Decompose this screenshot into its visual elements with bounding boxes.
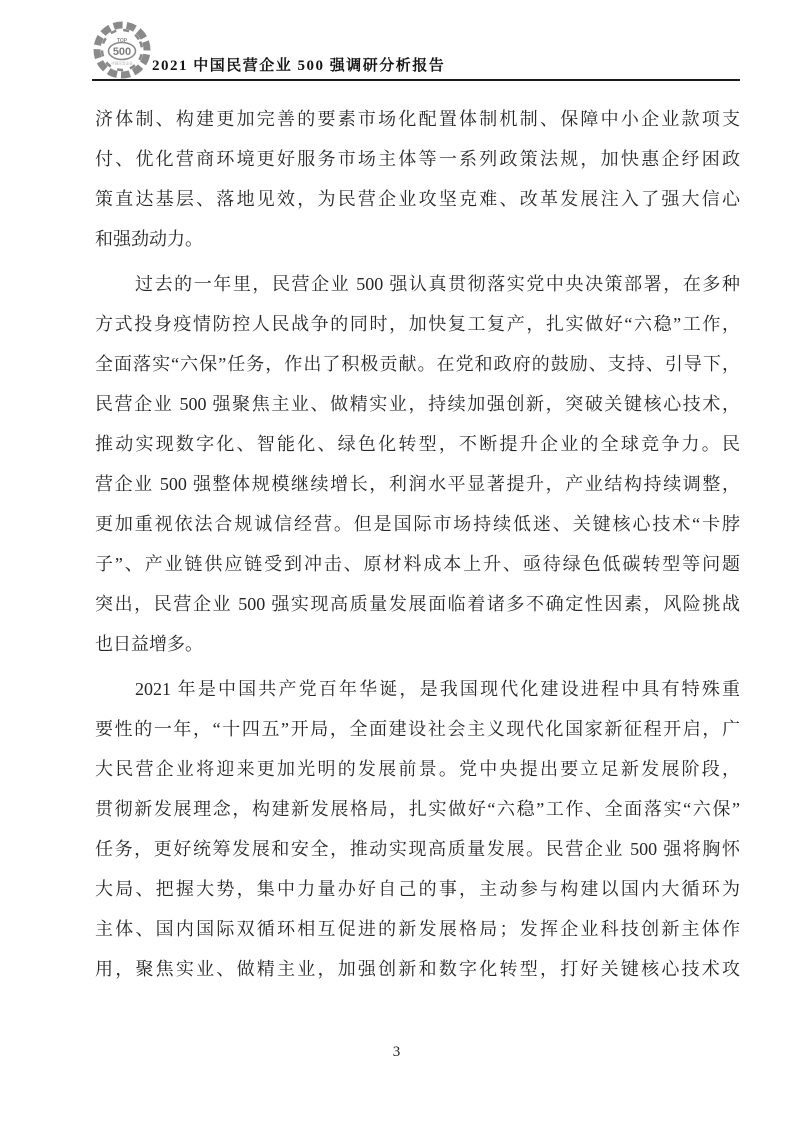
body-line: 2021 年是中国共产党百年华诞，是我国现代化建设进程中具有特殊重 [135,679,740,699]
logo-caption: 中国民营企业 [111,61,133,66]
body-line: 济体制、构建更加完善的要素市场化配置体制机制、保障中小企业款项支 [95,109,740,129]
body-line: 策直达基层、落地见效，为民营企业攻坚克难、改革发展注入了强大信心 [95,189,740,209]
body-line: 大局、把握大势，集中力量办好自己的事，主动参与构建以国内大循环为 [95,879,740,899]
body-text [95,99,740,994]
body-line: 任务，更好统筹发展和安全，推动实现高质量发展。民营企业 500 强将胸怀 [95,839,740,859]
body-line: 民营企业 500 强聚焦主业、做精实业，持续加强创新，突破关键核心技术， [95,394,740,414]
body-line: 方式投身疫情防控人民战争的同时，加快复工复产，扎实做好“六稳”工作， [95,314,740,334]
page-number: 3 [392,1044,401,1060]
body-line: 营企业 500 强整体规模继续增长，利润水平显著提升，产业结构持续调整， [95,474,740,494]
report-header-title: 2021 中国民营企业 500 强调研分析报告 [152,58,446,74]
paragraph-3 [95,669,740,989]
body-line: 推动实现数字化、智能化、绿色化转型，不断提升企业的全球竞争力。民 [95,434,740,454]
body-line: 主体、国内国际双循环相互促进的新发展格局；发挥企业科技创新主体作 [95,919,740,939]
body-line: 突出，民营企业 500 强实现高质量发展面临着诸多不确定性因素，风险挑战 [95,594,740,614]
body-line: 和强劲动力。 [95,229,203,249]
top500-logo [92,20,152,80]
body-line: 全面落实“六保”任务，作出了积极贡献。在党和政府的鼓励、支持、引导下， [95,354,740,374]
top500-logo-graphic [92,20,152,80]
logo-number: 500 [112,46,132,58]
paragraph-2 [95,264,740,664]
paragraph-1 [95,99,740,259]
body-line: 付、优化营商环境更好服务市场主体等一系列政策法规，加快惠企纾困政 [95,149,740,169]
body-line: 过去的一年里，民营企业 500 强认真贯彻落实党中央决策部署，在多种 [135,274,740,294]
body-line: 大民营企业将迎来更加光明的发展前景。党中央提出要立足新发展阶段， [95,759,740,779]
body-line: 用，聚焦实业、做精主业，加强创新和数字化转型，打好关键核心技术攻 [95,959,740,979]
body-line: 也日益增多。 [95,634,203,654]
body-line: 子”、产业链供应链受到冲击、原材料成本上升、亟待绿色低碳转型等问题 [95,554,740,574]
body-line: 更加重视依法合规诚信经营。但是国际市场持续低迷、关键核心技术“卡脖 [95,514,740,534]
body-line: 贯彻新发展理念，构建新发展格局，扎实做好“六稳”工作、全面落实“六保” [95,799,740,819]
body-line: 要性的一年，“十四五”开局，全面建设社会主义现代化国家新征程开启，广 [95,719,740,739]
header-rule [92,79,740,81]
logo-top-label: TOP [116,38,128,44]
